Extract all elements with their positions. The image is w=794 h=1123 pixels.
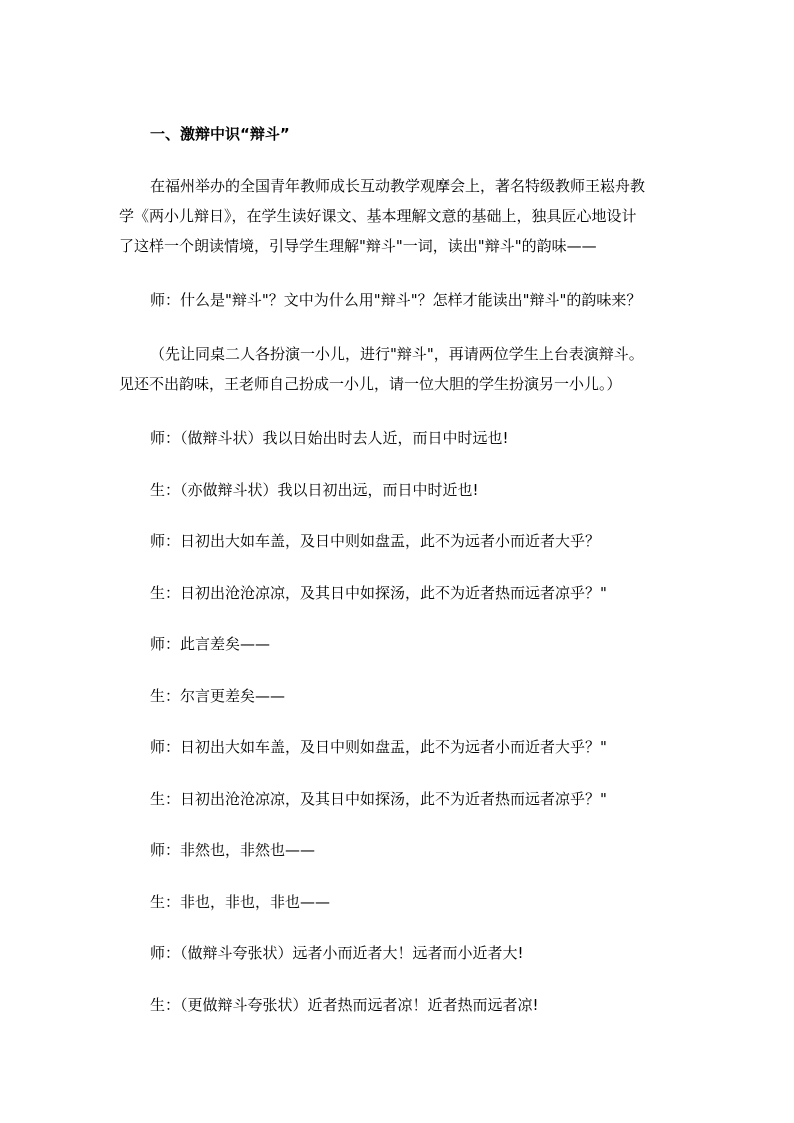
section-heading: 一、激辩中识“辩斗” bbox=[150, 125, 290, 143]
dialogue-line: 师：日初出大如车盖，及日中则如盘盂，此不为远者小而近者大乎？" bbox=[150, 738, 607, 756]
dialogue-line: 生：非也，非也，非也—— bbox=[150, 893, 331, 911]
dialogue-line: 生：（更做辩斗夸张状）近者热而远者凉！近者热而远者凉! bbox=[150, 996, 539, 1014]
dialogue-line: 师：（做辩斗状）我以日始出时去人近，而日中时远也! bbox=[150, 429, 509, 447]
dialogue-line: 师：日初出大如车盖，及日中则如盘盂，此不为远者小而近者大乎？ bbox=[150, 532, 601, 550]
dialogue-line: 生：日初出沧沧凉凉，及其日中如探汤，此不为近者热而远者凉乎？" bbox=[150, 584, 607, 602]
dialogue-line: 生：日初出沧沧凉凉，及其日中如探汤，此不为近者热而远者凉乎？" bbox=[150, 790, 607, 808]
intro-line-2: 学《两小儿辩日》，在学生读好课文、基本理解文意的基础上，独具匠心地设计 bbox=[119, 207, 637, 225]
dialogue-line: 师：此言差矣—— bbox=[150, 635, 271, 653]
dialogue-line: 生：尔言更差矣—— bbox=[150, 687, 286, 705]
teacher-question: 师：什么是"辩斗"？文中为什么用"辩斗"？怎样才能读出"辩斗"的韵味来？ bbox=[150, 291, 642, 309]
stage-note-line-2: 见还不出韵味，王老师自己扮成一小儿，请一位大胆的学生扮演另一小儿。） bbox=[119, 375, 622, 393]
dialogue-line: 师：（做辩斗夸张状）远者小而近者大！远者而小近者大! bbox=[150, 944, 524, 962]
dialogue-line: 师：非然也，非然也—— bbox=[150, 841, 316, 859]
dialogue-line: 生：（亦做辩斗状）我以日初出远，而日中时近也! bbox=[150, 481, 479, 499]
intro-line-1: 在福州举办的全国青年教师成长互动教学观摩会上，著名特级教师王崧舟教 bbox=[150, 177, 646, 195]
intro-line-3: 了这样一个朗读情境，引导学生理解"辩斗"一词，读出"辩斗"的韵味—— bbox=[119, 237, 597, 255]
stage-note-line-1: （先让同桌二人各扮演一小儿，进行"辩斗"，再请两位学生上台表演辩斗。 bbox=[150, 345, 644, 363]
